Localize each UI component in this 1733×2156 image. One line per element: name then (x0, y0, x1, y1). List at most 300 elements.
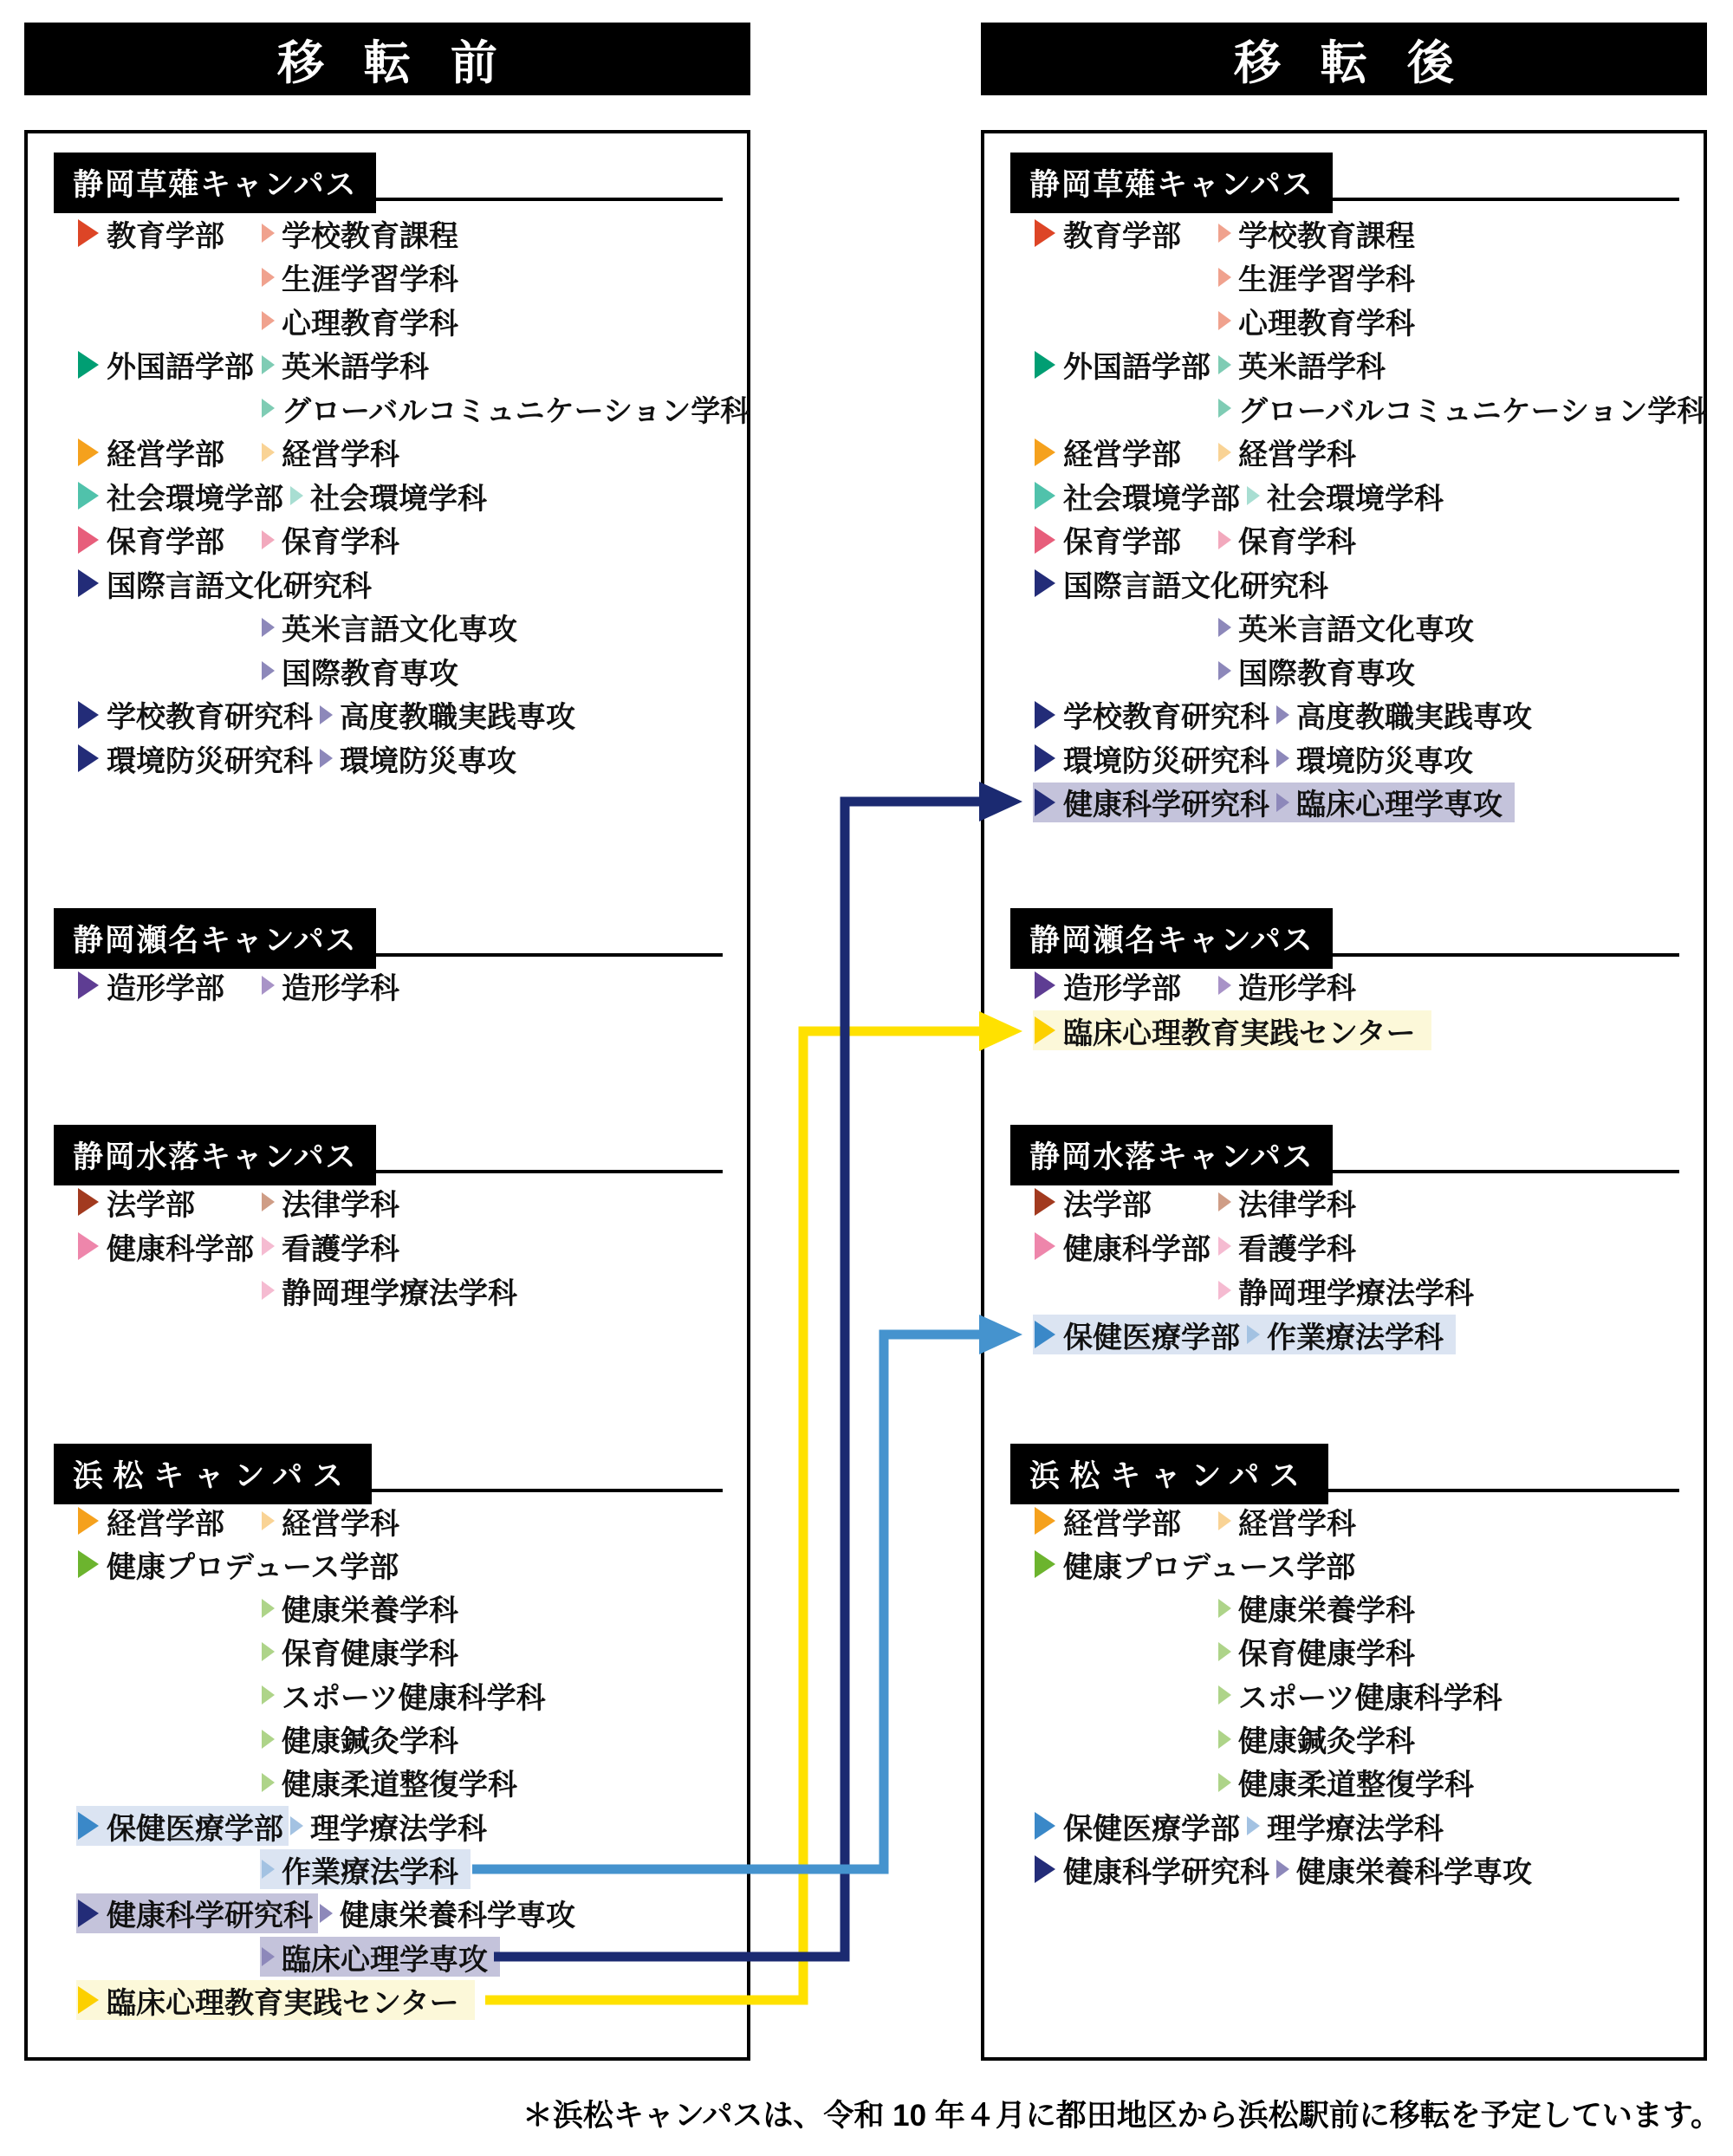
triangle-icon (1035, 971, 1055, 999)
triangle-icon (262, 311, 275, 330)
faculty-spacer (76, 651, 260, 691)
faculty-spacer (76, 1763, 260, 1802)
department-item-label: 経営学科 (282, 438, 399, 471)
triangle-icon (78, 1812, 99, 1840)
department-item-label: スポーツ健康科学科 (282, 1681, 546, 1715)
faculty-spacer (76, 1588, 260, 1628)
department-item-label: 環境防災専攻 (1296, 744, 1473, 778)
triangle-icon (262, 530, 275, 549)
org-row (984, 1848, 1544, 1891)
triangle-icon (262, 1773, 275, 1792)
campus-header: 静岡草薙キャンパス (54, 153, 376, 213)
department-item-label: 英米言語文化専攻 (1238, 614, 1474, 646)
faculty-item-label: 健康科学研究科 (1063, 1855, 1269, 1889)
triangle-icon (78, 971, 99, 999)
faculty-item (76, 1893, 318, 1933)
department-item (1217, 520, 1368, 560)
faculty-item (1033, 695, 1275, 735)
faculty-item-label: 保健医療学部 (1063, 1812, 1240, 1846)
org-row (28, 1718, 471, 1761)
triangle-icon (78, 438, 99, 466)
department-item (1217, 1501, 1368, 1541)
faculty-spacer (1033, 1763, 1217, 1802)
faculty-item-label: 臨床心理教育実践センター (1063, 1016, 1416, 1050)
department-item-label: 法律学科 (282, 1188, 399, 1222)
faculty-item-label: 教育学部 (107, 219, 224, 253)
org-row (984, 1542, 1360, 1586)
department-item (1275, 1849, 1544, 1889)
campus-header: 静岡水落キャンパス (54, 1125, 376, 1185)
triangle-icon (1035, 701, 1055, 729)
triangle-icon (262, 661, 275, 680)
triangle-icon (1218, 1599, 1231, 1618)
org-row (28, 1848, 471, 1891)
org-row (984, 343, 1398, 386)
triangle-icon (1218, 618, 1231, 637)
org-row (28, 474, 499, 517)
department-item (260, 1719, 471, 1759)
org-row (984, 1009, 1431, 1052)
faculty-item (76, 1501, 260, 1541)
org-row (984, 649, 1427, 692)
after-title: 移転後 (1234, 36, 1494, 89)
faculty-item (76, 432, 260, 472)
triangle-icon (262, 399, 275, 418)
org-row (28, 693, 587, 737)
triangle-icon (1218, 1730, 1231, 1749)
department-item-label: スポーツ健康科学科 (1238, 1681, 1503, 1715)
department-item (1217, 1675, 1515, 1715)
faculty-item-label: 学校教育研究科 (107, 701, 313, 734)
triangle-icon (1247, 1816, 1260, 1835)
faculty-item-label: 法学部 (1063, 1188, 1152, 1222)
org-row (28, 256, 471, 299)
triangle-icon (262, 1281, 275, 1300)
faculty-item (76, 1226, 260, 1266)
org-row (28, 1587, 471, 1630)
department-item-label: 健康栄養学科 (282, 1594, 458, 1628)
faculty-spacer (1033, 257, 1217, 297)
triangle-icon (1035, 1855, 1055, 1883)
org-row (984, 431, 1368, 474)
triangle-icon (1035, 482, 1055, 510)
triangle-icon (1218, 1511, 1231, 1530)
triangle-icon (1035, 1321, 1055, 1348)
department-item (318, 1893, 587, 1933)
triangle-icon (1218, 1237, 1231, 1256)
triangle-icon (262, 618, 275, 637)
triangle-icon (262, 268, 275, 287)
org-row (28, 518, 412, 562)
department-item (1217, 965, 1368, 1005)
triangle-icon (78, 1232, 99, 1260)
department-item (260, 1501, 412, 1541)
department-item (260, 1270, 529, 1310)
org-row (28, 1673, 558, 1717)
department-item (260, 965, 412, 1005)
faculty-item-label: 外国語学部 (107, 351, 254, 384)
department-item (260, 1763, 529, 1802)
faculty-item (1033, 520, 1217, 560)
department-item (1245, 1806, 1456, 1846)
faculty-spacer (76, 1675, 260, 1715)
org-row (984, 1269, 1486, 1312)
department-item (1217, 213, 1427, 253)
triangle-icon (1218, 1642, 1231, 1661)
triangle-icon (262, 1511, 275, 1530)
org-row (984, 386, 1718, 430)
triangle-icon (1276, 705, 1289, 724)
department-item-label: 健康柔道整復学科 (282, 1769, 517, 1802)
faculty-spacer (76, 257, 260, 297)
after-panel (981, 130, 1707, 2061)
department-item (260, 213, 471, 253)
faculty-item-label: 教育学部 (1063, 219, 1181, 253)
faculty-item (76, 476, 289, 516)
triangle-icon (1247, 1325, 1260, 1344)
department-item (1217, 1632, 1427, 1672)
department-item-label: 造形学科 (1238, 971, 1356, 1005)
department-item (1217, 301, 1427, 341)
faculty-item-label: 保育学部 (1063, 526, 1181, 559)
triangle-icon (262, 1860, 275, 1879)
department-item (289, 1806, 499, 1846)
department-item-label: 英米語学科 (1238, 351, 1386, 384)
org-row (984, 256, 1427, 299)
department-item (1245, 476, 1456, 516)
department-item-label: 保育学科 (1238, 526, 1356, 559)
org-row (28, 1761, 529, 1804)
department-item-label: 英米語学科 (282, 351, 429, 384)
campus-header: 静岡瀬名キャンパス (1010, 908, 1333, 969)
department-item-label: 健康柔道整復学科 (1238, 1769, 1474, 1802)
department-item-label: 理学療法学科 (310, 1812, 487, 1846)
triangle-icon (262, 1237, 275, 1256)
triangle-icon (1218, 311, 1231, 330)
department-item-label: グローバルコミュニケーション学科 (282, 394, 750, 428)
faculty-spacer (1033, 607, 1217, 647)
org-row (28, 211, 471, 255)
org-row (984, 562, 1334, 605)
triangle-icon (1218, 224, 1231, 243)
triangle-icon (1035, 569, 1055, 597)
org-row (28, 964, 412, 1007)
department-item (260, 651, 471, 691)
faculty-item (1033, 1544, 1360, 1584)
triangle-icon (1218, 976, 1231, 995)
triangle-icon (290, 486, 303, 505)
department-item (260, 1226, 412, 1266)
department-item-label: 看護学科 (1238, 1232, 1356, 1266)
department-item (260, 1632, 471, 1672)
triangle-icon (1247, 486, 1260, 505)
triangle-icon (1218, 443, 1231, 462)
faculty-item (1033, 345, 1217, 385)
triangle-icon (262, 443, 275, 462)
department-item (260, 607, 529, 647)
faculty-item (76, 738, 318, 778)
triangle-icon (1218, 268, 1231, 287)
department-item-label: 健康栄養学科 (1238, 1594, 1415, 1628)
triangle-icon (320, 749, 333, 768)
org-row (984, 606, 1486, 649)
department-item-label: 法律学科 (1238, 1188, 1356, 1222)
triangle-icon (78, 526, 99, 554)
faculty-item (76, 213, 260, 253)
org-row (984, 1313, 1456, 1356)
org-row (984, 737, 1485, 780)
org-row (28, 1892, 587, 1935)
department-item (260, 388, 762, 428)
org-row (28, 1978, 475, 2022)
faculty-item (76, 1182, 260, 1222)
department-item (260, 432, 412, 472)
triangle-icon (320, 1904, 333, 1923)
department-item (1217, 432, 1368, 472)
faculty-spacer (76, 1849, 260, 1889)
department-item (260, 345, 441, 385)
triangle-icon (1035, 1812, 1055, 1840)
department-item-label: 社会環境学科 (310, 482, 487, 516)
triangle-icon (1218, 661, 1231, 680)
faculty-spacer (76, 1719, 260, 1759)
org-row (984, 1718, 1427, 1761)
faculty-spacer (1033, 1632, 1217, 1672)
department-item-label: 英米言語文化専攻 (282, 614, 517, 646)
triangle-icon (1035, 1550, 1055, 1578)
org-row (984, 781, 1515, 824)
faculty-item (1033, 432, 1217, 472)
org-row (984, 211, 1427, 255)
faculty-item-label: 健康科学研究科 (1063, 789, 1269, 821)
faculty-spacer (1033, 651, 1217, 691)
faculty-item-label: 保健医療学部 (1063, 1321, 1240, 1354)
faculty-item (76, 563, 377, 603)
org-row (984, 1587, 1427, 1630)
department-item (1217, 607, 1486, 647)
triangle-icon (1218, 530, 1231, 549)
org-row (28, 386, 762, 430)
triangle-icon (1218, 1685, 1231, 1705)
department-item-label: 作業療法学科 (282, 1855, 458, 1889)
faculty-item-label: 造形学部 (107, 971, 224, 1005)
org-row (28, 1542, 404, 1586)
faculty-item (1033, 1182, 1217, 1222)
org-row (984, 1673, 1515, 1717)
department-item (1275, 695, 1544, 735)
faculty-spacer (1033, 301, 1217, 341)
department-item (260, 1182, 412, 1222)
org-row (28, 1499, 412, 1542)
department-item-label: 看護学科 (282, 1232, 399, 1266)
faculty-item (1033, 563, 1334, 603)
org-row (28, 606, 529, 649)
faculty-item-label: 環境防災研究科 (107, 744, 313, 778)
campus-header: 静岡瀬名キャンパス (54, 908, 376, 969)
department-item (260, 520, 412, 560)
faculty-item-label: 環境防災研究科 (1063, 744, 1269, 778)
department-item (1217, 1719, 1427, 1759)
department-item-label: 理学療法学科 (1267, 1812, 1444, 1846)
triangle-icon (320, 705, 333, 724)
department-item-label: 経営学科 (1238, 1507, 1356, 1541)
faculty-item-label: 国際言語文化研究科 (107, 569, 372, 603)
department-item-label: 健康鍼灸学科 (282, 1725, 458, 1758)
faculty-item-label: 臨床心理教育実践センター (107, 1986, 459, 2020)
department-item (260, 257, 471, 297)
faculty-item (76, 1544, 404, 1584)
department-item (1217, 1226, 1368, 1266)
triangle-icon (78, 351, 99, 379)
org-row (984, 1180, 1368, 1224)
faculty-item-label: 経営学部 (1063, 1507, 1181, 1541)
triangle-icon (262, 355, 275, 374)
org-row (984, 693, 1544, 737)
org-row (984, 1804, 1456, 1848)
campus-header: 静岡水落キャンパス (1010, 1125, 1333, 1185)
department-item-label: 環境防災専攻 (340, 744, 516, 778)
department-item-label: 生涯学習学科 (282, 263, 458, 296)
department-item (1217, 1182, 1368, 1222)
department-item (318, 738, 529, 778)
faculty-item (76, 695, 318, 735)
campus-header: 静岡草薙キャンパス (1010, 153, 1333, 213)
faculty-item-label: 社会環境学部 (107, 482, 283, 516)
org-row (984, 1761, 1486, 1804)
faculty-spacer (76, 607, 260, 647)
triangle-icon (78, 1507, 99, 1535)
triangle-icon (1218, 1281, 1231, 1300)
triangle-icon (78, 219, 99, 247)
faculty-item-label: 健康科学部 (1063, 1232, 1211, 1266)
department-item (260, 1675, 558, 1715)
faculty-item-label: 経営学部 (107, 1507, 224, 1541)
faculty-item-label: 保育学部 (107, 526, 224, 559)
triangle-icon (262, 224, 275, 243)
faculty-item-label: 社会環境学部 (1063, 482, 1240, 516)
faculty-item-label: 経営学部 (107, 438, 224, 471)
triangle-icon (1035, 1016, 1055, 1044)
faculty-item-label: 造形学部 (1063, 971, 1181, 1005)
department-item-label: 社会環境学科 (1267, 482, 1444, 516)
department-item-label: 作業療法学科 (1267, 1321, 1444, 1354)
triangle-icon (1218, 399, 1231, 418)
department-item (318, 695, 587, 735)
department-item-label: 国際教育専攻 (1238, 657, 1415, 691)
faculty-item-label: 外国語学部 (1063, 351, 1211, 384)
faculty-spacer (1033, 1270, 1217, 1310)
org-row (28, 737, 529, 780)
faculty-item-label: 健康科学研究科 (107, 1899, 313, 1933)
faculty-item (1033, 476, 1245, 516)
department-item-label: 造形学科 (282, 971, 399, 1005)
before-panel (24, 130, 750, 2061)
department-item-label: 保育学科 (282, 526, 399, 559)
department-item (1275, 738, 1485, 778)
department-item (260, 1588, 471, 1628)
department-item (260, 1849, 471, 1889)
org-row (28, 1269, 529, 1312)
triangle-icon (262, 1642, 275, 1661)
department-item (289, 476, 499, 516)
faculty-item-label: 国際言語文化研究科 (1063, 569, 1328, 603)
org-row (984, 518, 1368, 562)
triangle-icon (78, 1188, 99, 1216)
department-item-label: 保育健康学科 (1238, 1638, 1415, 1672)
triangle-icon (1035, 351, 1055, 379)
org-row (28, 562, 377, 605)
faculty-item (76, 965, 260, 1005)
department-item-label: 経営学科 (1238, 438, 1356, 471)
triangle-icon (262, 1685, 275, 1705)
footnote: ＊浜松キャンパスは、令和 10 年４月に都田地区から浜松駅前に移転を予定しています。 (522, 2099, 1721, 2133)
org-row (984, 299, 1427, 342)
org-row (28, 1804, 499, 1848)
campus-header: 浜松キャンパス (1010, 1444, 1328, 1504)
department-item (1217, 1588, 1427, 1628)
department-item-label: 健康栄養科学専攻 (1296, 1855, 1532, 1889)
department-item-label: 経営学科 (282, 1507, 399, 1541)
triangle-icon (1218, 1773, 1231, 1792)
department-item-label: 健康栄養科学専攻 (340, 1899, 575, 1933)
department-item (1275, 783, 1515, 822)
department-item (1217, 651, 1427, 691)
faculty-item-label: 学校教育研究科 (1063, 701, 1269, 734)
org-row (28, 431, 412, 474)
faculty-item (1033, 1226, 1217, 1266)
triangle-icon (78, 1550, 99, 1578)
faculty-item-label: 法学部 (107, 1188, 195, 1222)
org-row (28, 299, 471, 342)
triangle-icon (1035, 1507, 1055, 1535)
faculty-item-label: 経営学部 (1063, 438, 1181, 471)
org-row (28, 1224, 412, 1268)
department-item-label: 学校教育課程 (282, 219, 458, 253)
department-item-label: 心理教育学科 (282, 307, 458, 341)
triangle-icon (78, 482, 99, 510)
department-item-label: 国際教育専攻 (282, 657, 458, 691)
faculty-spacer (1033, 1675, 1217, 1715)
department-item-label: 保育健康学科 (282, 1638, 458, 1672)
triangle-icon (1276, 793, 1289, 812)
faculty-spacer (1033, 1719, 1217, 1759)
triangle-icon (1035, 526, 1055, 554)
faculty-spacer (1033, 388, 1217, 428)
triangle-icon (262, 1730, 275, 1749)
triangle-icon (1035, 744, 1055, 772)
triangle-icon (78, 1899, 99, 1927)
faculty-item-label: 保健医療学部 (107, 1812, 283, 1846)
department-item-label: 臨床心理学専攻 (282, 1943, 488, 1977)
triangle-icon (262, 1947, 275, 1966)
faculty-item (76, 345, 260, 385)
faculty-item-label: 健康科学部 (107, 1232, 254, 1266)
department-item-label: 生涯学習学科 (1238, 263, 1415, 296)
department-item (1217, 1763, 1486, 1802)
org-row (28, 1180, 412, 1224)
triangle-icon (1218, 355, 1231, 374)
org-row (984, 1499, 1368, 1542)
faculty-item (1033, 1806, 1245, 1846)
before-title: 移転前 (277, 36, 537, 89)
department-item-label: 臨床心理学専攻 (1296, 789, 1503, 821)
faculty-item (76, 1980, 475, 2020)
department-item-label: 静岡理学療法学科 (282, 1276, 517, 1310)
faculty-item (1033, 1501, 1217, 1541)
department-item-label: グローバルコミュニケーション学科 (1238, 394, 1707, 428)
triangle-icon (290, 1816, 303, 1835)
after-title-bar (981, 23, 1707, 95)
